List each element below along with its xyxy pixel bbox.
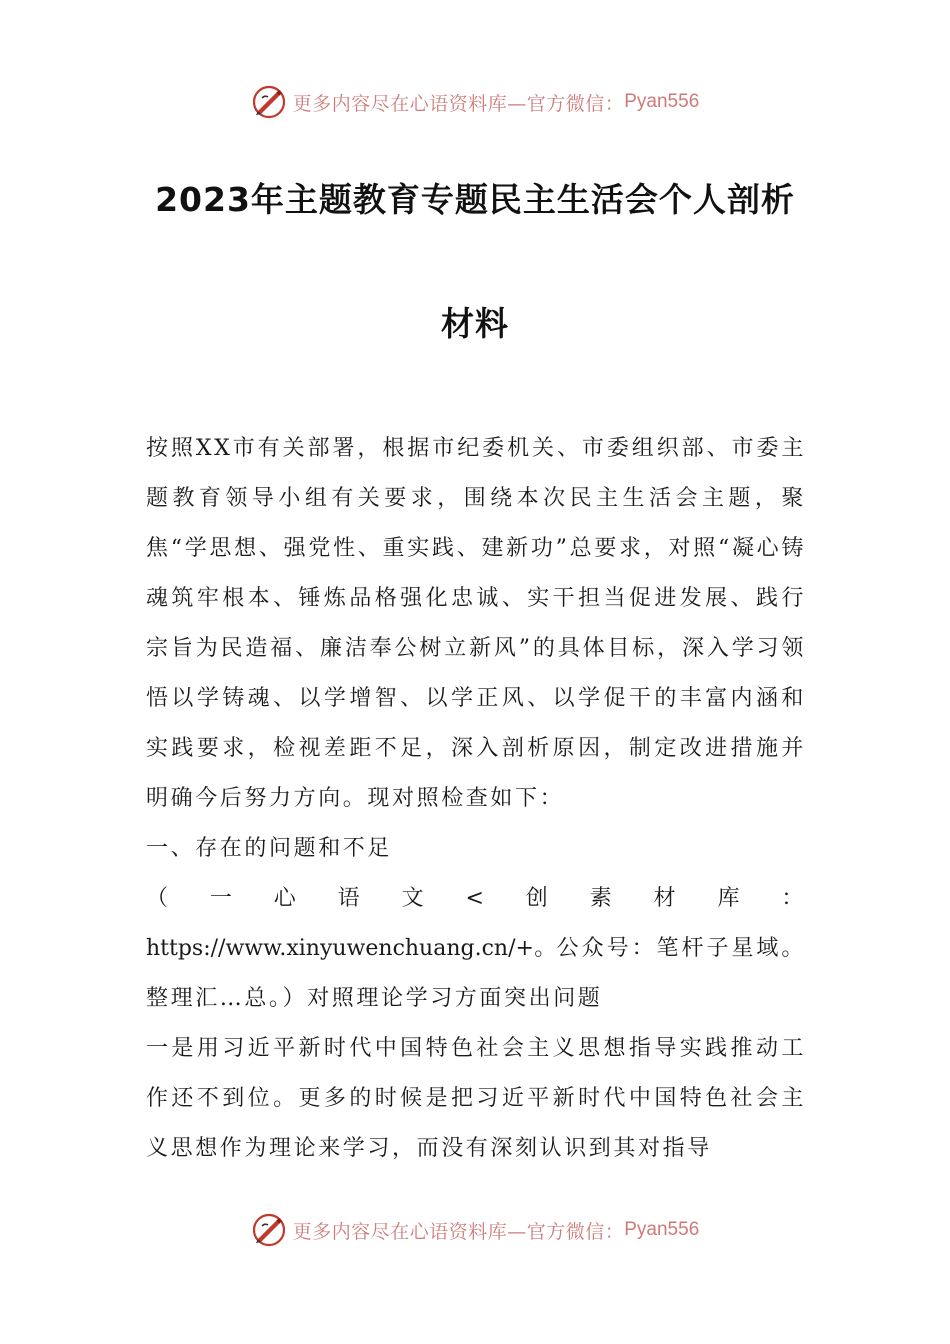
subsection-paragraph [146, 874, 806, 1024]
subsection-prefix: （一心语文<创素材库： [146, 886, 806, 911]
pen-logo-icon [251, 1212, 287, 1248]
footer-watermark [0, 1208, 950, 1252]
document-title-line1: 2023年主题教育专题民主生活会个人剖析 [155, 180, 795, 219]
header-watermark-inner [251, 84, 700, 120]
pen-logo-icon [251, 84, 287, 120]
watermark-text: 更多内容尽在心语资料库— [292, 1220, 527, 1243]
header-watermark [0, 80, 950, 124]
subsection-url: https://www.xinyuwenchuang.cn/+。 [146, 936, 557, 961]
document-title-line2: 材料 [441, 304, 509, 343]
watermark-wx-label: 官方微信： [526, 1220, 625, 1243]
intro-paragraph: 按照XX市有关部署，根据市纪委机关、市委组织部、市委主题教育领导小组有关要求，围绕本次民主生活会主题，聚焦“学思想、强党性、重实践、建新功”总要求，对照“凝心铸魂筑牢根本、锤炼品格强化忠诚、实干担当促进发展、践行宗旨为民造福、廉洁奉公树立新风”的具体目标，深入学习领悟以学铸魂、以学增智、以学正风、以学促干的丰富内涵和实践要求，检视差距不足，深入剖析原因，制定改进措施并明确今后努力方向。现对照检查如下： [146, 436, 806, 811]
watermark-wx-id: Pyan556 [624, 1219, 700, 1240]
point-1-paragraph: 一是用习近平新时代中国特色社会主义思想指导实践推动工作还不到位。更多的时候是把习近平新时代中国特色社会主义思想作为理论来学习，而没有深刻认识到其对指导 [146, 1036, 806, 1161]
section-heading-1: 一、存在的问题和不足 [146, 836, 393, 861]
subsection-rest: 公众号：笔杆子星域。整理汇…总。）对照理论学习方面突出问题 [146, 936, 806, 1011]
watermark-text: 更多内容尽在心语资料库— [292, 92, 527, 115]
document-body [146, 424, 806, 1174]
watermark-wx-label: 官方微信： [526, 92, 625, 115]
footer-watermark-inner [251, 1212, 700, 1248]
watermark-wx-id: Pyan556 [624, 91, 700, 112]
